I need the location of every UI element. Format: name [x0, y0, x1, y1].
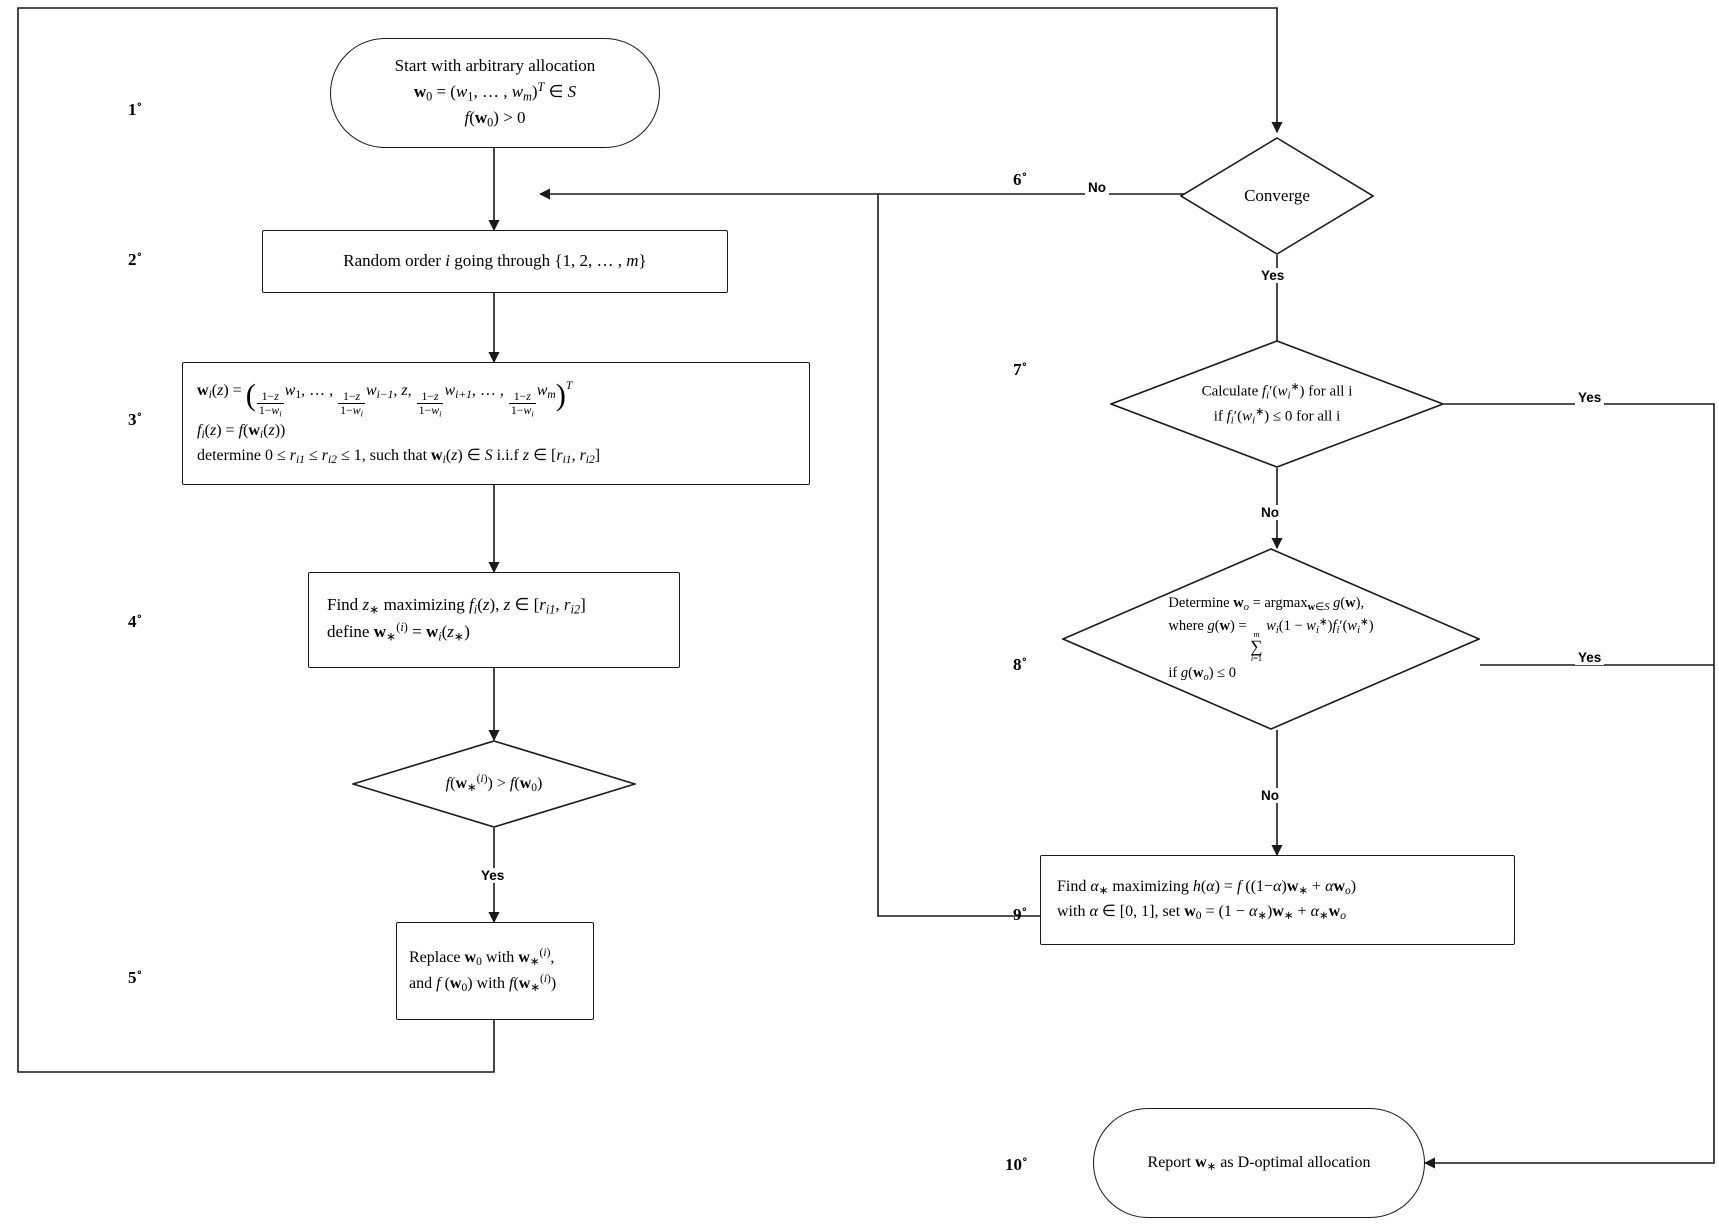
step-number-4: 4˚	[128, 612, 143, 631]
edge-label-yes-compare: Yes	[478, 868, 507, 883]
step-number-3: 3˚	[128, 410, 143, 429]
step-number-6: 6˚	[1013, 170, 1028, 189]
edge-label-yes-converge: Yes	[1258, 268, 1287, 283]
node-find-alpha-line-1: Find $\alpha_∗$ maximizing h(α) = f $((1-\alpha)w_∗ + \alpha w_o)$	[1057, 878, 1357, 898]
node-report[interactable]	[1093, 1108, 1425, 1218]
node-calc-derivative-label	[1202, 379, 1353, 428]
node-determine-wo-label	[1168, 593, 1373, 686]
node-determine-wo-line-3: if $g(w_o) \le 0$	[1168, 664, 1236, 683]
node-determine-wo-line-1: Determine $w_o = argmax_{w\in S}$ g(w),	[1168, 594, 1365, 613]
step-number-2: 2˚	[128, 250, 143, 269]
node-find-zstar[interactable]	[308, 572, 680, 668]
step-number-9: 9˚	[1013, 905, 1028, 924]
edge-label-no-determine: No	[1258, 788, 1282, 803]
step-number-5: 5˚	[128, 968, 143, 987]
node-find-alpha-line-2: with α ∈ [0, 1], set $w_0 = (1 - \alpha_∗)w_∗ + \alpha_∗w_o$	[1057, 903, 1346, 923]
node-determine-wo[interactable]	[1062, 548, 1480, 730]
edge-label-no-calc: No	[1258, 505, 1282, 520]
step-number-7: 7˚	[1013, 360, 1028, 379]
node-converge-line-1: Converge	[1244, 186, 1310, 206]
step-number-1: 1˚	[128, 100, 143, 119]
node-start-line-1: Start with arbitrary allocation	[394, 55, 596, 75]
node-calc-derivative-line-1: Calculate $f_i'(w_i^∗)$ for all i	[1201, 381, 1353, 402]
step-number-8: 8˚	[1013, 655, 1028, 674]
node-random-order[interactable]	[262, 230, 728, 293]
node-replace[interactable]	[396, 922, 594, 1020]
node-random-order-line-1: Random order i going through {1, 2, … , m}	[343, 251, 647, 271]
node-start-line-3: $f(w_0) > 0$	[464, 107, 526, 130]
node-find-zstar-line-1: Find $z_∗$ maximizing $f_i(z)$, z ∈ [$r_{i1}$, $r_{i2}$]	[327, 595, 586, 617]
step-number-10: 10˚	[1005, 1155, 1028, 1174]
node-define-wi[interactable]	[182, 362, 810, 485]
node-calc-derivative[interactable]	[1110, 340, 1444, 468]
node-calc-derivative-line-2: if $f_i'(w_i^∗) \le 0$ for all i	[1213, 406, 1341, 427]
node-compare-f-label	[446, 771, 543, 797]
node-find-alpha[interactable]	[1040, 855, 1515, 945]
node-compare-f-line-1: $f(w_∗^{(i)}) > f(w_0)$	[445, 772, 543, 794]
node-replace-line-1: Replace $w_0$ with $w_∗^{(i)}$,	[409, 947, 555, 969]
edge-label-yes-determine: Yes	[1575, 650, 1604, 665]
node-define-wi-line-2: $f_i(z) = f(w_i(z))$	[197, 421, 286, 442]
node-compare-f[interactable]	[352, 740, 636, 828]
node-find-zstar-line-2: define $w_∗^{(i)} = w_i(z_∗)$	[327, 620, 470, 644]
node-replace-line-2: and f $(w_0)$ with $f(w_∗^{(i)})$	[409, 973, 557, 994]
edge-label-no-converge: No	[1085, 180, 1109, 195]
node-determine-wo-line-2: where g(w) = m ∑ i=1 $w_i(1 - w_i^∗)f_i'(w_i^∗)$	[1168, 617, 1374, 663]
node-converge-label	[1244, 183, 1310, 209]
node-report-line-1: Report $w_∗$ as D-optimal allocation	[1147, 1153, 1371, 1173]
node-define-wi-line-1: $w_i(z)$ = ( $\frac{1-z}{1-w_i}$ $w_1$, … , $\frac{1-z}{1-w_i}$ $w_{i-1}$, z, $\frac{1-z}{1-w_i}$ $w_{i+1}$, … , $\frac{1-z}{1-w_i}$ $w_m)^T$	[197, 377, 573, 419]
node-define-wi-line-3: determine $0 \le r_{i1} \le r_{i2} \le 1$, such that $w_i(z)$ ∈ S i.i.f z ∈ [$r_{i1}$, $r_{i2}$]	[197, 446, 601, 466]
edge-label-yes-calc: Yes	[1575, 390, 1604, 405]
node-start[interactable]	[330, 38, 660, 148]
node-start-line-2: $w_0 = (w_1$, … , $w_m)^T$ ∈ S	[413, 79, 577, 104]
node-converge[interactable]	[1180, 137, 1374, 255]
